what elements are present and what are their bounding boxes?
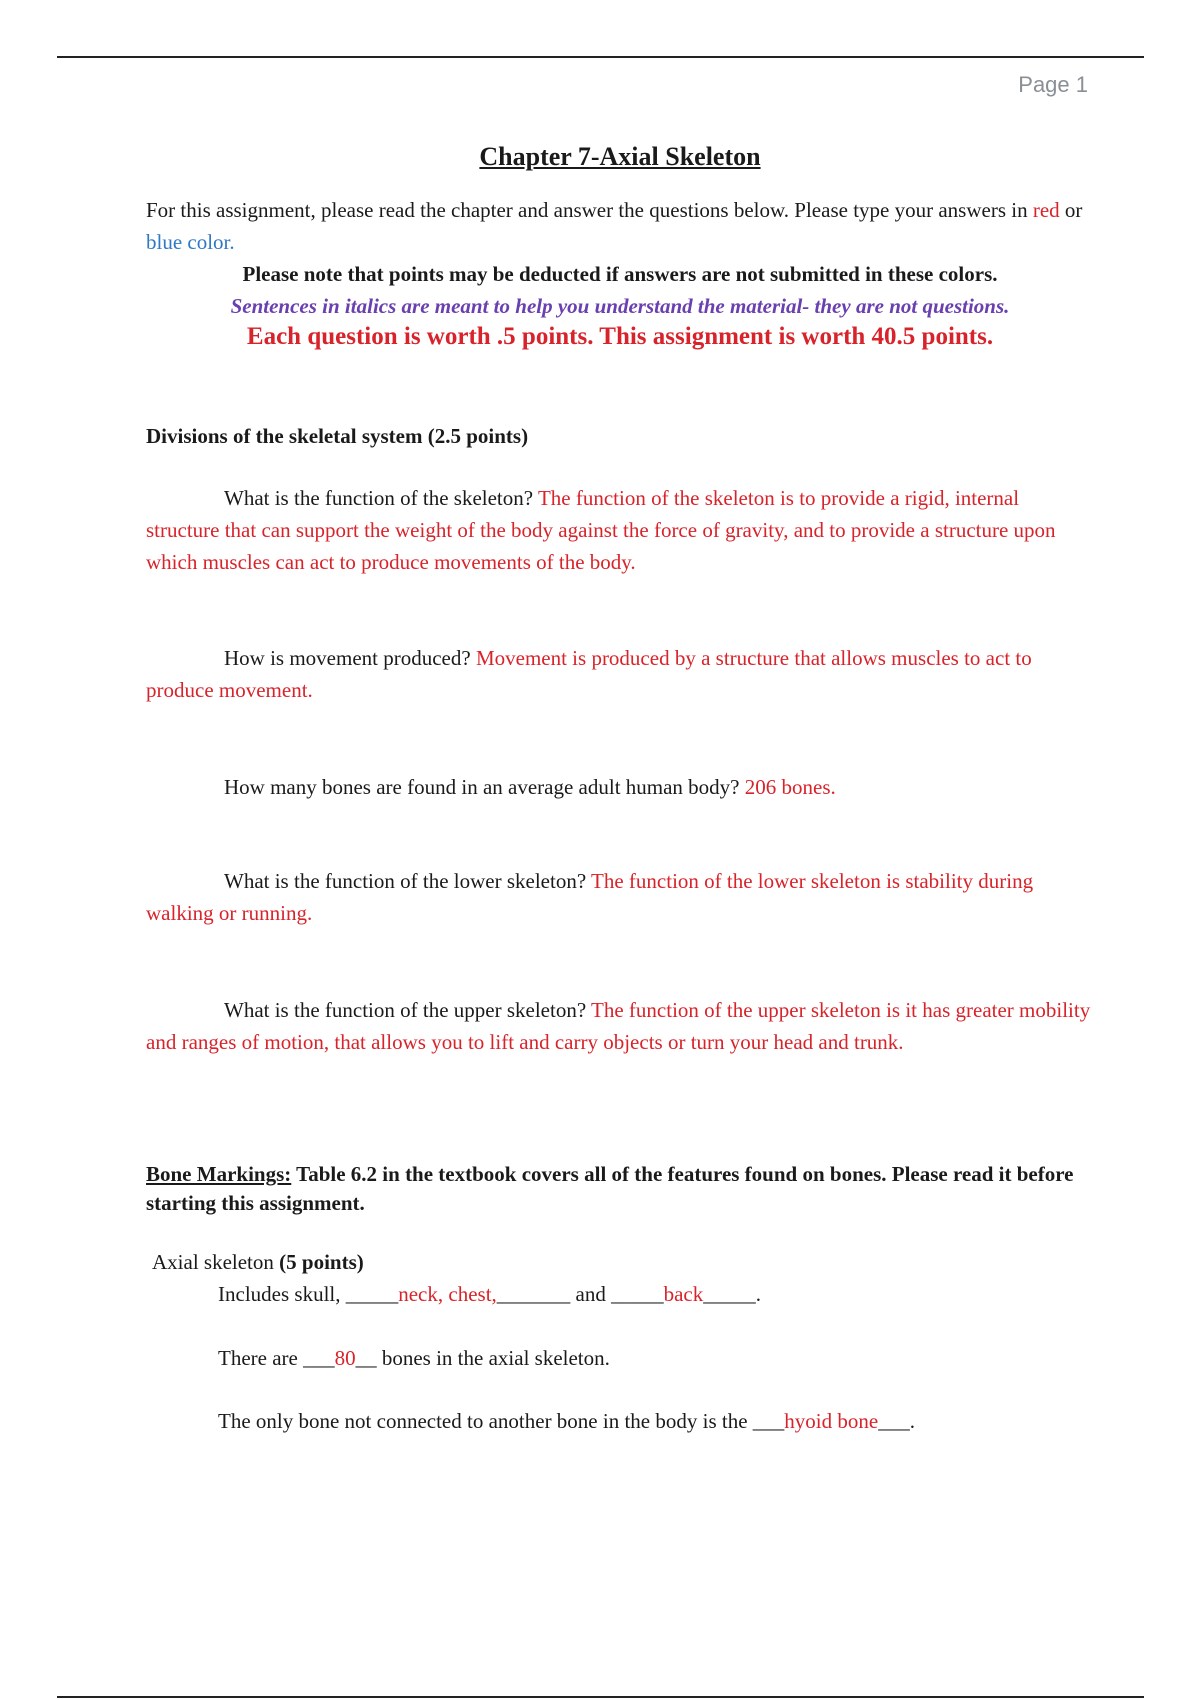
answer-text: Movement is produced by a structure that allows muscles to act to produce movement. bbox=[146, 646, 1032, 702]
axial-heading-points: (5 points) bbox=[279, 1250, 364, 1274]
intro-text: For this assignment, please read the chapter and answer the questions below. Please type your answers in bbox=[146, 198, 1028, 222]
fill-answer: 80 bbox=[334, 1346, 356, 1370]
blank: _____ bbox=[703, 1282, 756, 1306]
fill-answer: hyoid bone bbox=[784, 1409, 879, 1433]
fill-in-line-1 bbox=[218, 1282, 761, 1307]
fill-suffix: bones in the axial skeleton. bbox=[376, 1346, 610, 1370]
fill-in-line-2 bbox=[218, 1346, 610, 1371]
divisions-heading: Divisions of the skeletal system (2.5 points) bbox=[146, 424, 529, 448]
bone-markings-label: Bone Markings: bbox=[146, 1162, 292, 1186]
blank: _______ bbox=[496, 1282, 571, 1306]
intro-or-word: or bbox=[1064, 198, 1083, 222]
document-title: Chapter 7-Axial Skeleton bbox=[479, 142, 761, 171]
blank: ___ bbox=[752, 1409, 785, 1433]
fill-prefix: The only bone not connected to another bone in the body is the bbox=[218, 1409, 753, 1433]
blank: _____ bbox=[611, 1282, 664, 1306]
answer-text: The function of the skeleton is to provide a rigid, internal structure that can support the weight of the body against the force of gravity, and to provide a structure upon which muscles can act to produce movements of the body. bbox=[146, 486, 1056, 574]
answer-text: 206 bones. bbox=[744, 775, 836, 799]
answer-text: The function of the upper skeleton is it has greater mobility and ranges of motion, that allows you to lift and carry objects or turn your head and trunk. bbox=[146, 998, 1091, 1054]
question-1 bbox=[146, 482, 1094, 578]
question-text: What is the function of the lower skeleton? bbox=[224, 869, 587, 893]
intro-paragraph bbox=[146, 194, 1094, 258]
fill-answer: neck, chest, bbox=[398, 1282, 497, 1306]
blank: ___ bbox=[878, 1409, 910, 1433]
italics-note: Sentences in italics are meant to help you understand the material- they are not questions. bbox=[230, 294, 1010, 318]
blank: _____ bbox=[345, 1282, 399, 1306]
fill-end: . bbox=[909, 1409, 915, 1433]
question-5 bbox=[146, 994, 1094, 1058]
document-body bbox=[146, 142, 1094, 1433]
question-2 bbox=[146, 642, 1094, 706]
bone-markings-paragraph bbox=[146, 1160, 1094, 1218]
question-text: How many bones are found in an average adult human body? bbox=[224, 775, 740, 799]
blank: __ bbox=[355, 1346, 377, 1370]
deduction-note: Please note that points may be deducted if answers are not submitted in these colors. bbox=[242, 262, 998, 286]
axial-heading-plain: Axial skeleton bbox=[152, 1250, 274, 1274]
answer-text: The function of the lower skeleton is stability during walking or running. bbox=[146, 869, 1034, 925]
fill-and: and bbox=[570, 1282, 612, 1306]
bottom-rule bbox=[57, 1696, 1144, 1698]
points-note: Each question is worth .5 points. This assignment is worth 40.5 points. bbox=[246, 323, 994, 350]
fill-end: . bbox=[755, 1282, 762, 1306]
question-text: What is the function of the skeleton? bbox=[224, 486, 534, 510]
fill-answer: back bbox=[663, 1282, 704, 1306]
intro-red-word: red bbox=[1032, 198, 1060, 222]
question-3 bbox=[146, 771, 1094, 803]
question-text: What is the function of the upper skeleton? bbox=[224, 998, 587, 1022]
page-number: Page 1 bbox=[1018, 72, 1088, 97]
top-rule bbox=[57, 56, 1144, 58]
intro-blue-words: blue color. bbox=[146, 230, 235, 254]
fill-prefix: Includes skull, bbox=[218, 1282, 346, 1306]
question-4 bbox=[146, 865, 1094, 929]
question-text: How is movement produced? bbox=[224, 646, 471, 670]
fill-prefix: There are bbox=[218, 1346, 304, 1370]
fill-in-line-3 bbox=[218, 1409, 915, 1434]
bone-markings-text: Table 6.2 in the textbook covers all of the features found on bones. Please read it before starting this assignment. bbox=[146, 1162, 1074, 1215]
axial-skeleton-heading bbox=[152, 1250, 364, 1275]
blank: ___ bbox=[303, 1346, 335, 1370]
